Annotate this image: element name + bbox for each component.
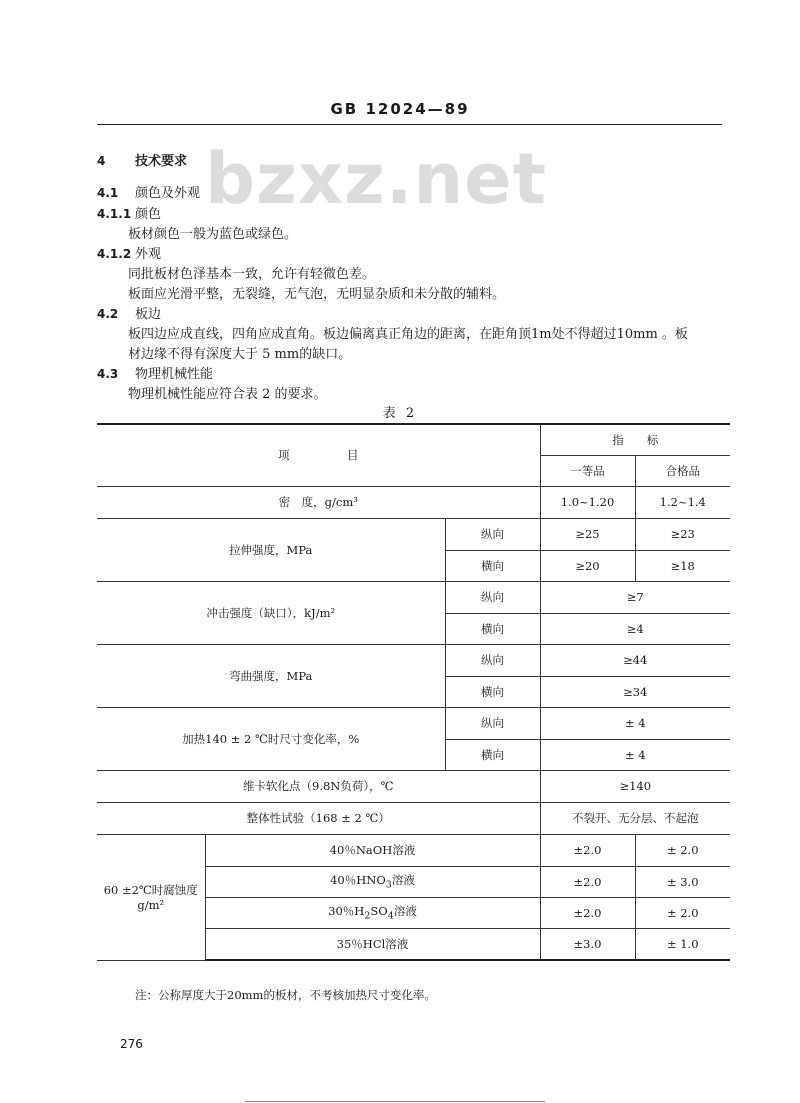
- direction-cell: 纵向: [445, 644, 540, 676]
- row-label: 密 度，g/cm³: [97, 486, 540, 518]
- value-cell: ≥44: [540, 644, 730, 676]
- corrosion-unit: g/m²: [137, 898, 165, 912]
- paragraph: 同批板材色泽基本一致，允许有轻微色差。: [128, 267, 376, 282]
- paragraph: 材边缘不得有深度大于 5 mm的缺口。: [128, 347, 352, 362]
- index-header: 指 标: [540, 424, 730, 455]
- solution-cell: 35％HCl溶液: [205, 928, 540, 960]
- section-number: 4.1: [97, 186, 119, 200]
- properties-table: [97, 423, 730, 961]
- row-label: 加热140 ± 2 ℃时尺寸变化率，%: [97, 707, 445, 770]
- grade2-header: 合格品: [635, 455, 730, 486]
- standard-header: GB 12024—89: [330, 100, 470, 118]
- value-cell: ≥140: [540, 770, 730, 802]
- section-title: 技术要求: [135, 154, 188, 169]
- value-cell: ≥4: [540, 613, 730, 644]
- corrosion-label: [97, 834, 205, 960]
- value-cell: ± 1.0: [635, 928, 730, 960]
- value-cell: ± 3.0: [635, 866, 730, 897]
- value-cell: ±2.0: [540, 866, 635, 897]
- section-number: 4.1.2: [97, 247, 132, 261]
- direction-cell: 纵向: [445, 707, 540, 739]
- value-cell: ± 2.0: [635, 897, 730, 928]
- value-cell: ±2.0: [540, 897, 635, 928]
- solution-cell: 40％$HNO_3$溶液: [205, 866, 540, 897]
- section-title: 板边: [135, 307, 162, 322]
- value-cell: ≥20: [540, 550, 635, 581]
- solution-cell: 40％NaOH溶液: [205, 834, 540, 866]
- value-cell: ≥23: [635, 518, 730, 550]
- value-cell: ≥7: [540, 581, 730, 613]
- section-number: 4: [97, 154, 106, 168]
- direction-cell: 横向: [445, 550, 540, 581]
- header-rule: [97, 124, 722, 125]
- solution-cell: 30％$H_2SO_4$溶液: [205, 897, 540, 928]
- paragraph: 板面应光滑平整，无裂缝，无气泡，无明显杂质和未分散的辅料。: [128, 287, 506, 302]
- section-title: 物理机械性能: [135, 367, 214, 382]
- row-label: 弯曲强度，MPa: [97, 644, 445, 707]
- table-row: [97, 581, 730, 613]
- table-caption: 表 2: [382, 406, 418, 421]
- value-cell: ≥25: [540, 518, 635, 550]
- row-label: 拉伸强度，MPa: [97, 518, 445, 581]
- section-number: 4.2: [97, 307, 119, 321]
- value-cell: ± 4: [540, 707, 730, 739]
- section-title: 外观: [135, 247, 162, 262]
- section-4-1-1: [97, 203, 161, 222]
- direction-cell: 纵向: [445, 581, 540, 613]
- grade1-header: 一等品: [540, 455, 635, 486]
- table-row: [97, 834, 730, 866]
- value-cell: 不裂开、无分层、不起泡: [540, 802, 730, 834]
- value-cell: ≥18: [635, 550, 730, 581]
- row-label: 维卡软化点（9.8N负荷），℃: [97, 770, 540, 802]
- item-header: 项 目: [97, 424, 540, 486]
- row-label: 整体性试验（168 ± 2 ℃）: [97, 802, 540, 834]
- paragraph: 物理机械性能应符合表 2 的要求。: [128, 387, 327, 402]
- section-4-1-2: [97, 243, 161, 262]
- value-cell: 1.0~1.20: [540, 486, 635, 518]
- table-row: [97, 802, 730, 834]
- direction-cell: 横向: [445, 739, 540, 770]
- section-4-2: [97, 303, 161, 322]
- section-title: 颜色及外观: [135, 186, 201, 201]
- value-cell: ±2.0: [540, 834, 635, 866]
- direction-cell: 横向: [445, 613, 540, 644]
- paragraph: 板材颜色一般为蓝色或绿色。: [128, 227, 298, 242]
- direction-cell: 纵向: [445, 518, 540, 550]
- table-row: [97, 518, 730, 550]
- row-label: 冲击强度（缺口），kJ/m²: [97, 581, 445, 644]
- value-cell: ±3.0: [540, 928, 635, 960]
- table-head-row: [97, 424, 730, 455]
- value-cell: ± 4: [540, 739, 730, 770]
- table-row: [97, 770, 730, 802]
- corrosion-title: 60 ±2℃时腐蚀度: [103, 883, 198, 897]
- section-4-1: [97, 182, 200, 201]
- section-number: 4.1.1: [97, 207, 132, 221]
- page-number: 276: [120, 1037, 143, 1051]
- section-4: [97, 150, 187, 169]
- value-cell: 1.2~1.4: [635, 486, 730, 518]
- direction-cell: 横向: [445, 676, 540, 707]
- section-number: 4.3: [97, 367, 119, 381]
- bottom-rule: [245, 1101, 545, 1102]
- table-row: [97, 644, 730, 676]
- table-row: [97, 486, 730, 518]
- watermark: bzxz.net: [205, 138, 548, 220]
- section-title: 颜色: [135, 207, 162, 222]
- table-row: [97, 707, 730, 739]
- value-cell: ± 2.0: [635, 834, 730, 866]
- value-cell: ≥34: [540, 676, 730, 707]
- table-note: 注：公称厚度大于20mm的板材，不考核加热尺寸变化率。: [135, 988, 436, 1002]
- section-4-3: [97, 363, 213, 382]
- paragraph: 板四边应成直线，四角应成直角。板边偏离真正角边的距离，在距角顶1m处不得超过10mm 。板: [128, 327, 688, 342]
